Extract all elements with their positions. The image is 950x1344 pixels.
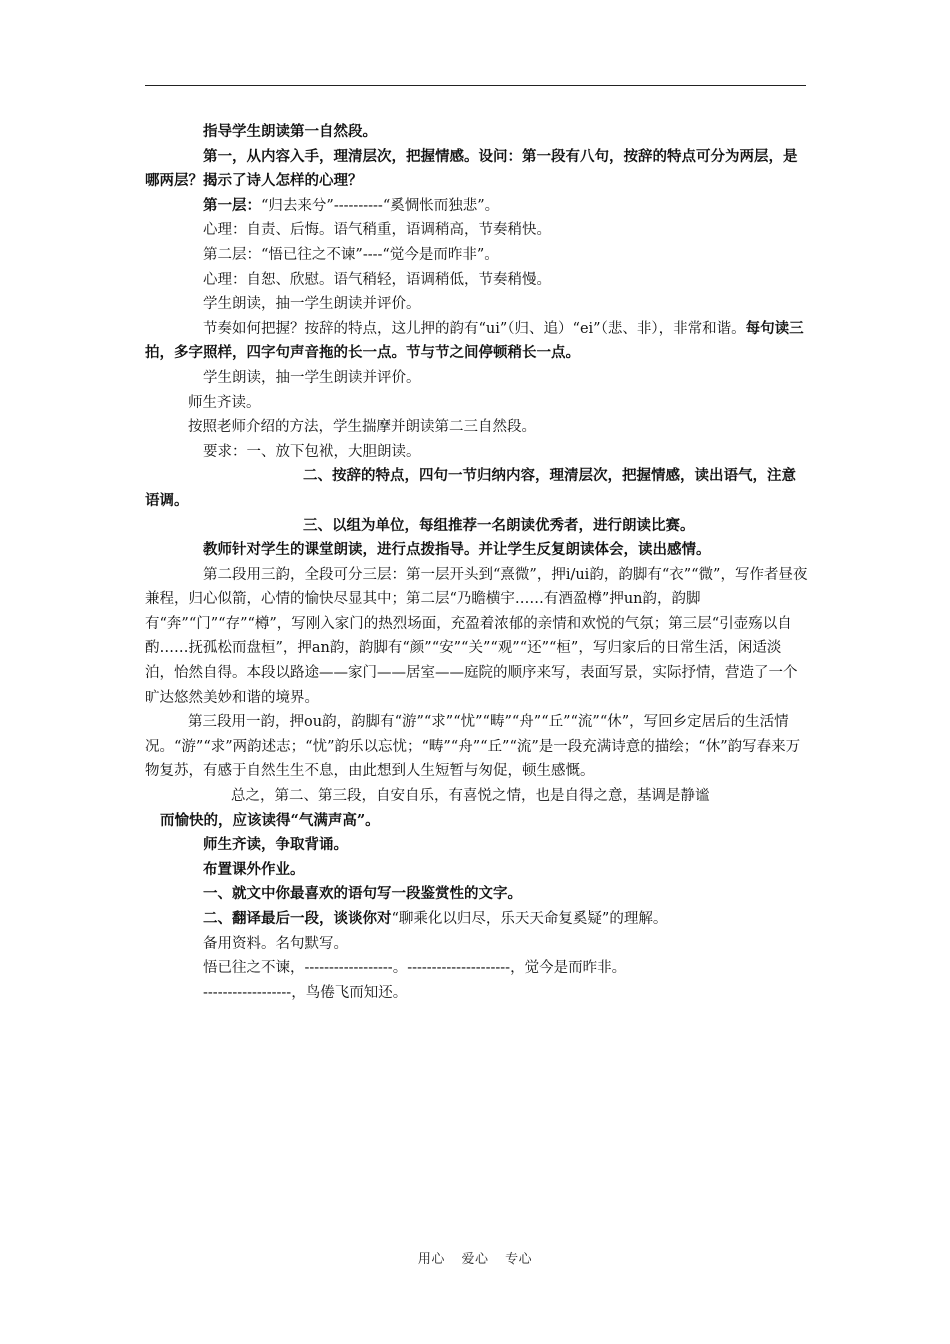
paragraph-segment: “聊乘化以归尽，乐天天命复奚疑”的理解。 [391, 911, 668, 927]
paragraph [145, 317, 808, 366]
paragraph: 三、以组为单位，每组推荐一名朗读优秀者，进行朗读比赛。 [303, 516, 695, 534]
paragraph-segment: 节奏如何把握？按辞的特点，这儿押的韵有“ui”（归、追）“ei”（悲、非），非常和谐。 [203, 320, 746, 337]
paragraph: ------------------，鸟倦飞而知还。 [203, 984, 408, 1001]
paragraph: 师生齐读。 [188, 394, 261, 411]
paragraph: 指导学生朗读第一自然段。 [203, 123, 377, 140]
paragraph: 第二段用三韵，全段可分三层：第一层开头到“熹微”，押i/ui韵，韵脚有“衣”“微”，写作者昼夜兼程，归心似箭，心情的愉快尽显其中；第二层“乃瞻横宇……有酒盈樽”押un韵，韵脚有“奔”“门”“存”“樽”，写刚入家门的热烈场面，充盈着浓郁的亲情和欢悦的气氛；第三层“引壶殇以自酌……抚孤松而盘桓”，押an韵，韵脚有“颜”“安”“关”“观”“还”“桓”，写归家后的日常生活，闲适淡泊，怡然自得。本段以路途——家门——居室——庭院的顺序来写，表面写景，实际抒情，营造了一个旷达悠然美妙和谐的境界。 [145, 566, 808, 706]
paragraph: 心理：自责、后悔。语气稍重，语调稍高，节奏稍快。 [203, 222, 551, 239]
paragraph-segment: 第一层： [203, 196, 261, 214]
paragraph: 布置课外作业。 [203, 860, 305, 878]
footer-word: 专心 [505, 1252, 533, 1267]
paragraph [145, 907, 808, 932]
paragraph: 悟已往之不谏，------------------。---------------------，觉今是而昨非。 [203, 960, 627, 977]
paragraph: 教师针对学生的课堂朗读，进行点拨指导。并让学生反复朗读体会，读出感情。 [203, 541, 711, 559]
paragraph: 一、就文中你最喜欢的语句写一段鉴赏性的文字。 [203, 885, 522, 903]
paragraph: 学生朗读，抽一学生朗读并评价。 [203, 369, 421, 386]
paragraph-segment: 二、翻译最后一段，谈谈你对 [203, 910, 392, 927]
paragraph: 第二层：“悟已往之不谏”----“觉今是而昨非”。 [203, 246, 499, 263]
paragraph: 第三段用一韵，押ou韵，韵脚有“游”“求”“忧”“畴”“舟”“丘”“流”“休”，写回乡定居后的生活情况。“游”“求”两韵述志；“忧”韵乐以忘忧；“畴”“舟”“丘”“流”是一段充满诗意的描绘；“休”韵写春来万物复苏，有感于自然生生不息，由此想到人生短暂与匆促，顿生感慨。 [145, 714, 801, 780]
paragraph: 按照老师介绍的方法，学生揣摩并朗读第二三自然段。 [188, 419, 536, 436]
footer-word: 用心 [417, 1252, 445, 1267]
paragraph: 学生朗读，抽一学生朗读并评价。 [203, 296, 421, 313]
paragraph-segment: 每句读三拍，多字照样，四字句声音拖的长一点。节与节之间停顿稍长一点。 [145, 319, 804, 362]
paragraph: 第一，从内容入手，理清层次，把握情感。设问：第一段有八句，按辞的特点可分为两层，是哪两层？揭示了诗人怎样的心理？ [145, 147, 798, 190]
paragraph: 备用资料。名句默写。 [203, 935, 348, 952]
paragraph: 心理：自恕、欣慰。语气稍轻，语调稍低，节奏稍慢。 [203, 271, 551, 288]
footer-word: 爱心 [461, 1252, 489, 1267]
paragraph: 二、按辞的特点，四句一节归纳内容，理清层次，把握情感，读出语气，注意语调。 [145, 467, 796, 509]
paragraph-segment: “归去来兮”----------“奚惆怅而独悲”。 [261, 197, 500, 214]
paragraph-segment: 总之，第二、第三段，自安自乐，有喜悦之情，也是自得之意，基调是静谧 [231, 788, 710, 805]
document-body [145, 120, 808, 1005]
paragraph: 师生齐读，争取背诵。 [203, 836, 348, 854]
paragraph: 要求：一、放下包袱，大胆朗读。 [203, 443, 421, 460]
header-rule [145, 85, 806, 86]
page-footer [0, 1248, 950, 1267]
paragraph: 而愉快的，应该读得“气满声高”。 [160, 811, 380, 829]
paragraph [145, 194, 808, 219]
paragraph [145, 784, 808, 809]
